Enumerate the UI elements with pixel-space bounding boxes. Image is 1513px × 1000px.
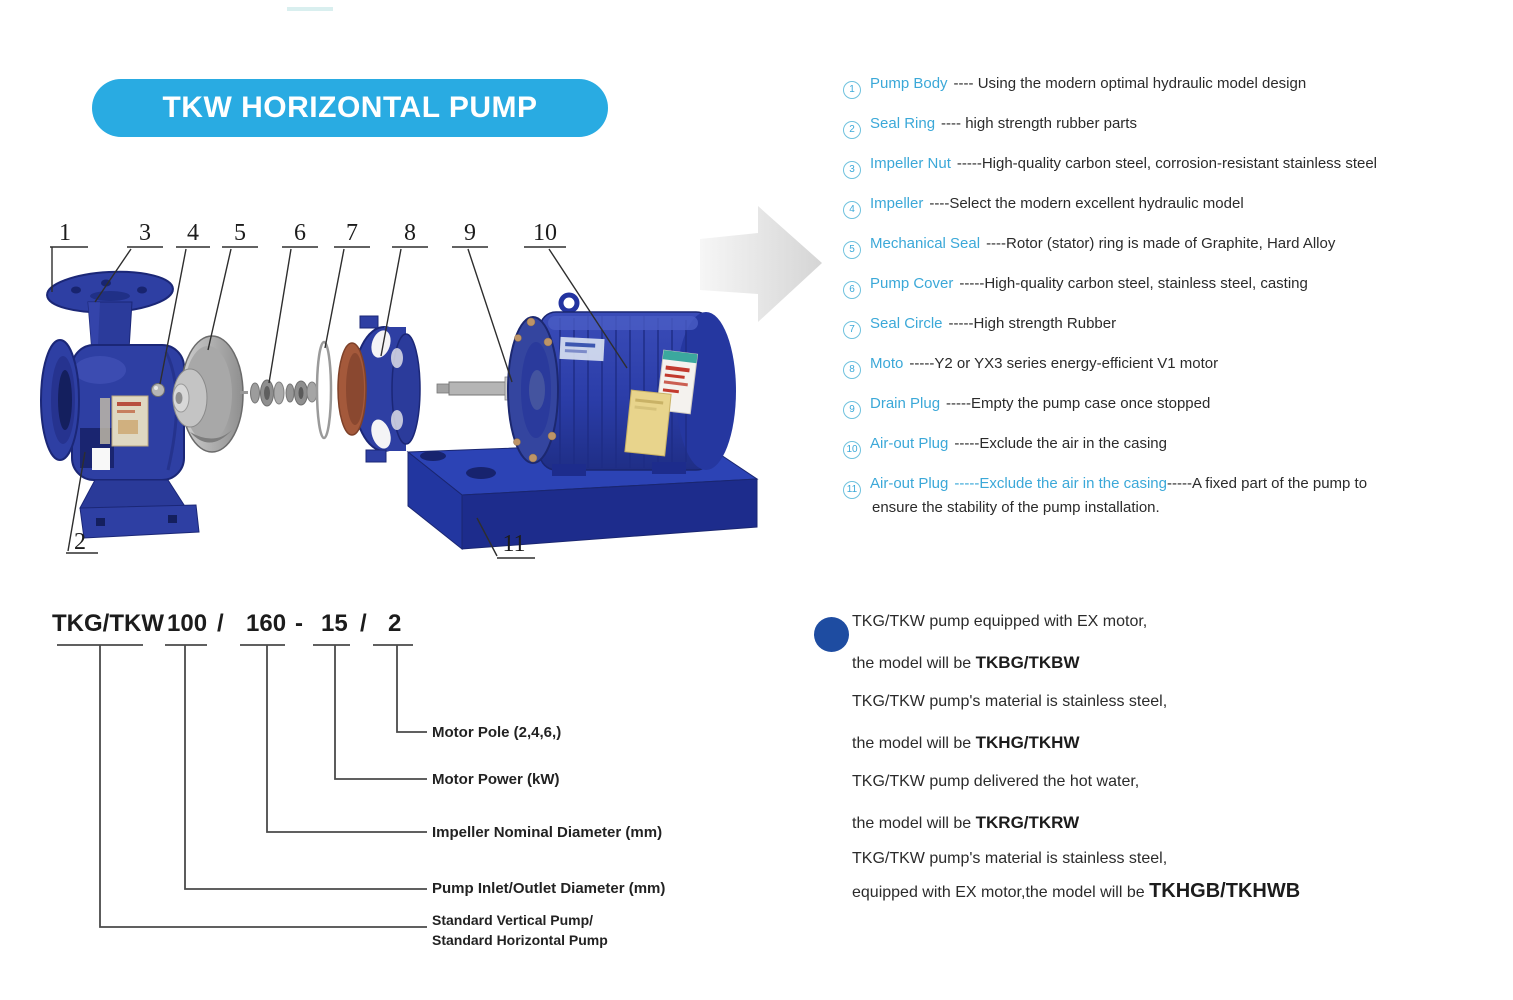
part-number-9: 9	[464, 220, 476, 246]
legend-item-mechanical-seal: 5 Mechanical Seal ----Rotor (stator) ring is made of Graphite, Hard Alloy	[843, 235, 1508, 259]
label-impeller-diam: Impeller Nominal Diameter (mm)	[432, 824, 663, 841]
motor-nameplate	[559, 337, 604, 361]
seal-circle	[317, 342, 331, 438]
part-number-5: 5	[234, 220, 246, 246]
note-row: the model will be TKBG/TKBW	[852, 653, 1080, 672]
page-title: TKW HORIZONTAL PUMP	[162, 91, 538, 124]
label-series-line1: Standard Vertical Pump/	[432, 912, 594, 928]
note-row: the model will be TKHG/TKHW	[852, 733, 1080, 752]
model-series: TKG/TKW	[52, 610, 164, 637]
motor-yellow-label	[625, 390, 671, 456]
motor-eye-hook	[561, 295, 577, 311]
note-row: TKG/TKW pump delivered the hot water,	[852, 773, 1140, 790]
note-row: TKG/TKW pump equipped with EX motor,	[852, 613, 1148, 630]
legend-item-pump-body: 1 Pump Body ---- Using the modern optimal hydraulic model design	[843, 75, 1508, 99]
circled-number-icon: 1	[843, 81, 861, 99]
bullet-icon	[814, 617, 849, 652]
legend-item-motor: 8 Moto -----Y2 or YX3 series energy-efficient V1 motor	[843, 355, 1508, 379]
circled-number-icon: 5	[843, 241, 861, 259]
model-name: TKBG/TKBW	[975, 653, 1080, 672]
legend-item-seal-ring: 2 Seal Ring ---- high strength rubber parts	[843, 115, 1508, 139]
legend-item-airout-plug-2: 11 Air-out Plug -----Exclude the air in the casing-----A fixed part of the pump to	[843, 475, 1508, 499]
legend-item-pump-cover: 6 Pump Cover -----High-quality carbon steel, stainless steel, casting	[843, 275, 1508, 299]
model-tree-lines	[57, 645, 427, 927]
note-row: TKG/TKW pump's material is stainless steel,	[852, 693, 1168, 710]
part-number-6: 6	[294, 220, 306, 246]
note-row: equipped with EX motor,the model will be TKHGB/TKHWB	[852, 880, 1301, 902]
impeller-nut	[152, 384, 165, 397]
legend-item-impeller: 4 Impeller ----Select the modern excellent hydraulic model	[843, 195, 1508, 219]
part-number-10: 10	[533, 220, 557, 246]
circled-number-icon: 6	[843, 281, 861, 299]
part-number-1: 1	[59, 220, 71, 246]
model-inlet: 100	[167, 610, 208, 637]
model-power: 15	[321, 610, 348, 637]
circled-number-icon: 10	[843, 441, 861, 459]
part-number-4: 4	[187, 220, 199, 246]
model-code-tree	[0, 575, 780, 1000]
note-row: TKG/TKW pump's material is stainless steel,	[852, 850, 1168, 867]
part-number-2: 2	[74, 529, 86, 555]
circled-number-icon: 4	[843, 201, 861, 219]
part-number-3: 3	[139, 220, 151, 246]
mechanical-seal-parts	[240, 380, 317, 406]
model-name: TKHGB/TKHWB	[1149, 880, 1301, 902]
circled-number-icon: 7	[843, 321, 861, 339]
legend-item-impeller-nut: 3 Impeller Nut -----High-quality carbon steel, corrosion-resistant stainless steel	[843, 155, 1508, 179]
model-name: TKHG/TKHW	[975, 733, 1080, 752]
circled-number-icon: 3	[843, 161, 861, 179]
exploded-pump-diagram	[0, 0, 845, 580]
label-inlet-diam: Pump Inlet/Outlet Diameter (mm)	[432, 880, 666, 897]
part-number-11: 11	[502, 531, 526, 557]
legend-item-seal-circle: 7 Seal Circle -----High strength Rubber	[843, 315, 1508, 339]
note-row: the model will be TKRG/TKRW	[852, 813, 1080, 832]
model-dash: -	[295, 610, 303, 637]
circled-number-icon: 11	[843, 481, 861, 499]
pump-cover	[338, 316, 420, 462]
circled-number-icon: 2	[843, 121, 861, 139]
label-motor-power: Motor Power (kW)	[432, 771, 560, 788]
part-number-7: 7	[346, 220, 358, 246]
model-slash1: /	[217, 610, 224, 637]
model-impeller-diam: 160	[246, 610, 287, 637]
model-pole: 2	[388, 610, 402, 637]
label-motor-pole: Motor Pole (2,4,6,)	[432, 724, 562, 741]
model-name: TKRG/TKRW	[975, 813, 1080, 832]
legend-item-airout-plug-2-line2: ensure the stability of the pump installation.	[872, 499, 1160, 516]
circled-number-icon: 8	[843, 361, 861, 379]
pump-label	[112, 396, 148, 446]
model-slash2: /	[360, 610, 367, 637]
legend-item-airout-plug: 10 Air-out Plug -----Exclude the air in the casing	[843, 435, 1508, 459]
circled-number-icon: 9	[843, 401, 861, 419]
part-number-8: 8	[404, 220, 416, 246]
label-series-line2: Standard Horizontal Pump	[432, 932, 608, 948]
transition-arrow-icon	[700, 206, 822, 322]
legend-item-drain-plug: 9 Drain Plug -----Empty the pump case once stopped	[843, 395, 1508, 419]
